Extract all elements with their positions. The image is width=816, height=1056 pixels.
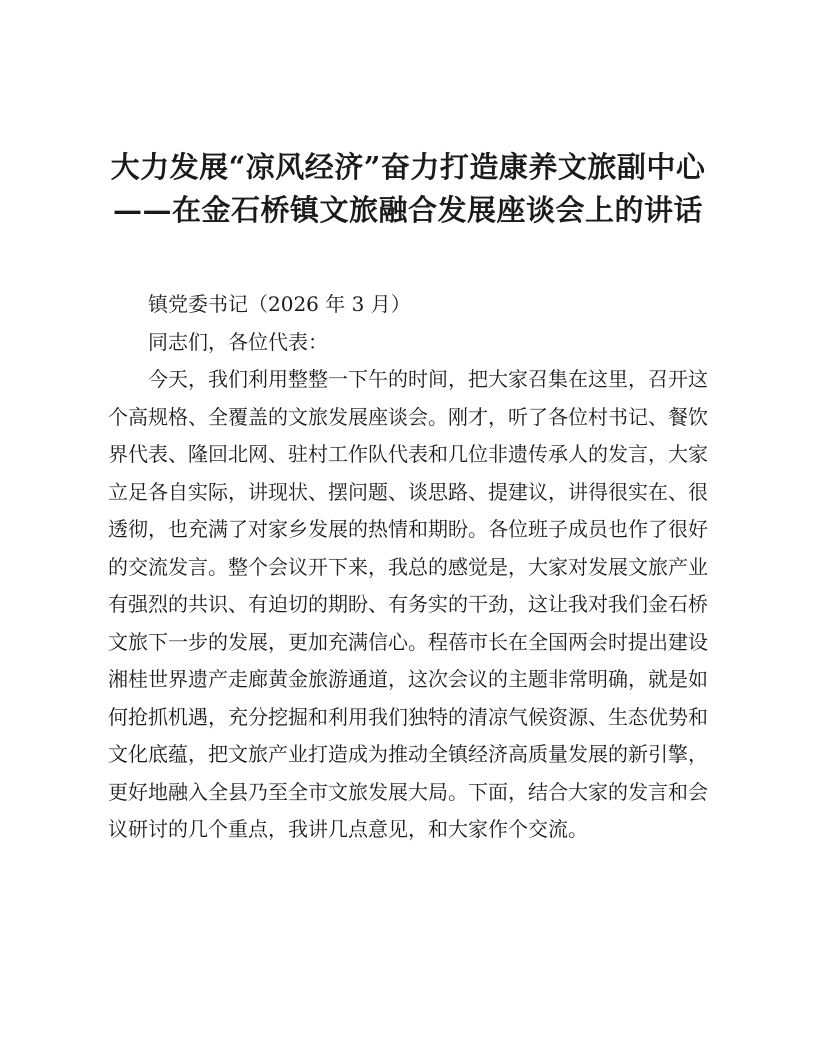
byline: 镇党委书记（2026 年 3 月） bbox=[148, 292, 411, 316]
document-body bbox=[108, 286, 708, 849]
salutation: 同志们，各位代表： bbox=[148, 329, 328, 354]
document-title: 大力发展“凉风经济”奋力打造康养文旅副中心——在金石桥镇文旅融合发展座谈会上的讲话 bbox=[110, 150, 706, 227]
opening-paragraph: 今天，我们利用整整一下午的时间，把大家召集在这里，召开这个高规格、全覆盖的文旅发展座谈会。刚才，听了各位村书记、餐饮界代表、隆回北网、驻村工作队代表和几位非遗传承人的发言，大家立足各自实际，讲现状、摆问题、谈思路、提建议，讲得很实在、很透彻，也充满了对家乡发展的热情和期盼。各位班子成员也作了很好的交流发言。整个会议开下来，我总的感觉是，大家对发展文旅产业有强烈的共识、有迫切的期盼、有务实的干劲，这让我对我们金石桥文旅下一步的发展，更加充满信心。程蓓市长在全国两会时提出建设湘桂世界遗产走廊黄金旅游通道，这次会议的主题非常明确，就是如何抢抓机遇，充分挖掘和利用我们独特的清凉气候资源、生态优势和文化底蕴，把文旅产业打造成为推动全镇经济高质量发展的新引擎，更好地融入全县乃至全市文旅发展大局。下面，结合大家的发言和会议研讨的几个重点，我讲几点意见，和大家作个交流。 bbox=[108, 367, 708, 841]
